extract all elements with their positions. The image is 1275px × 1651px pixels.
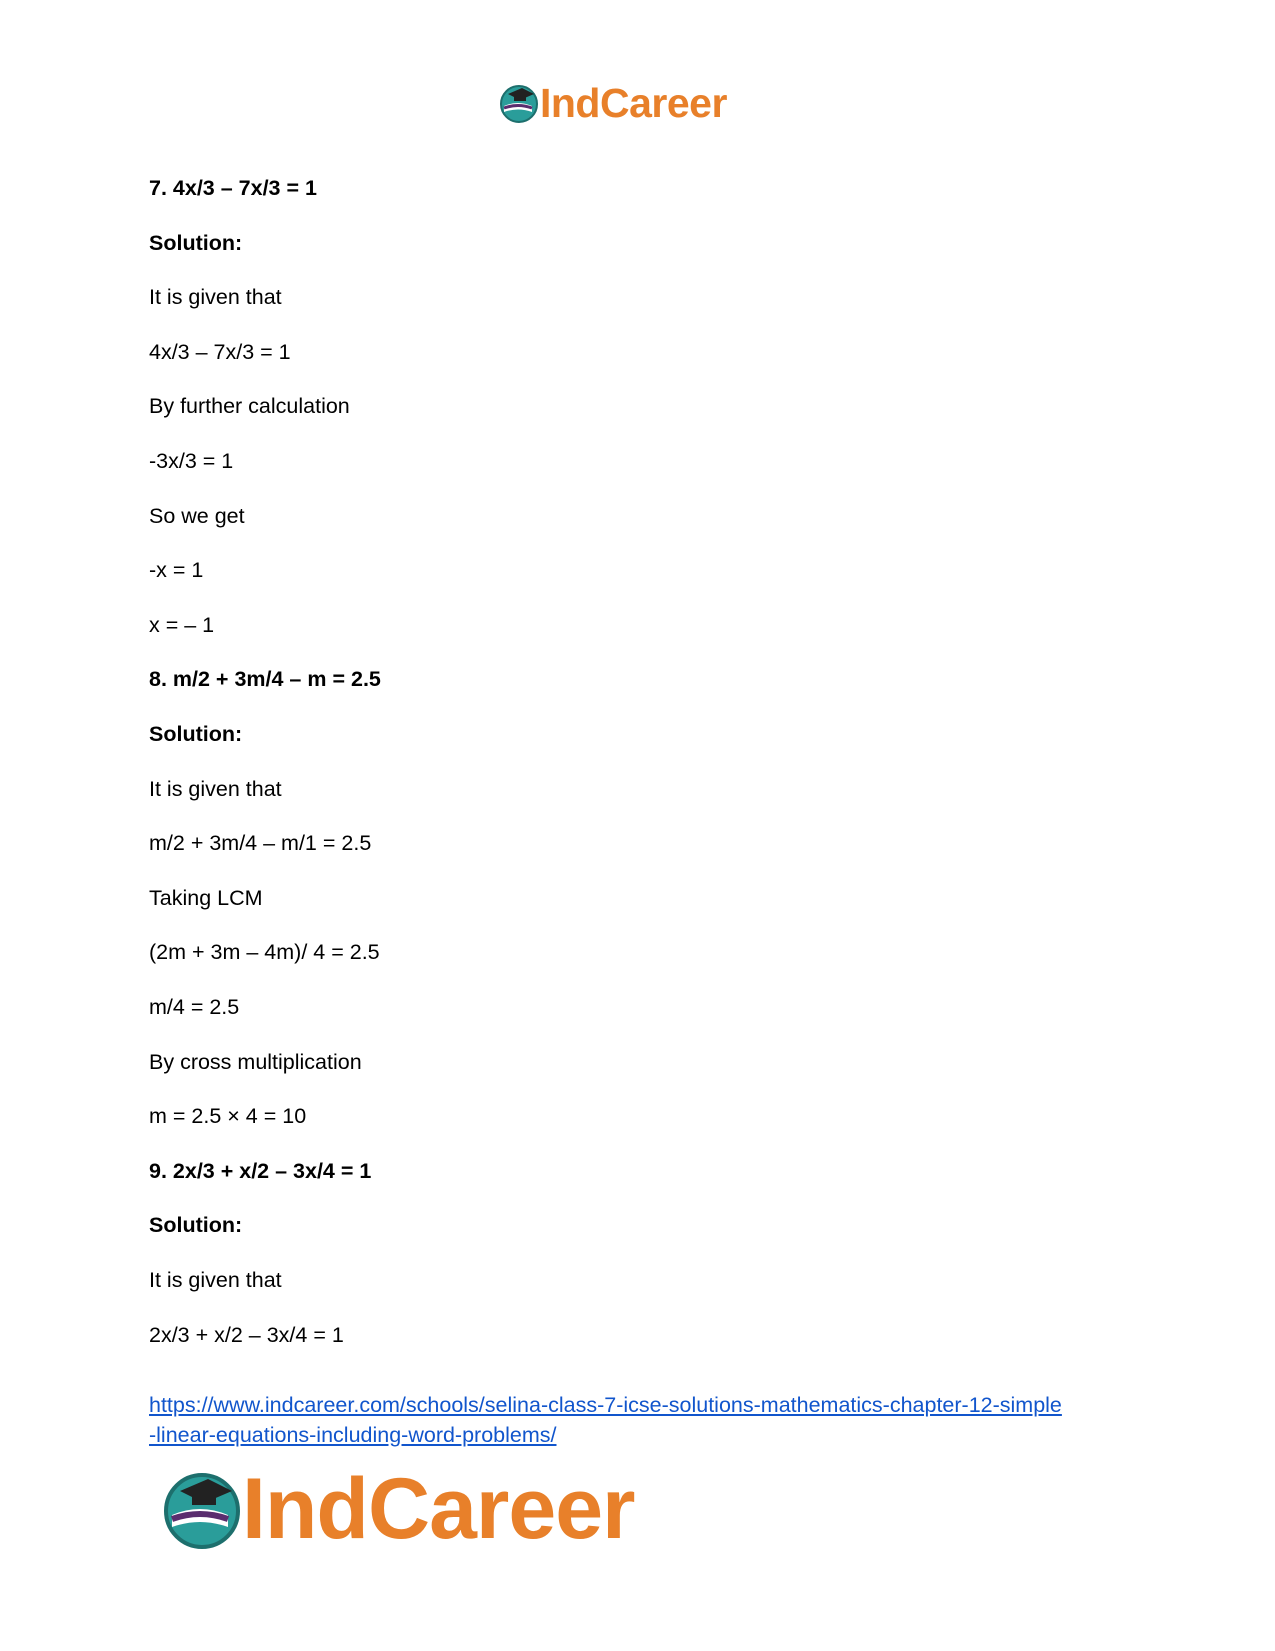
text-line: By further calculation	[149, 394, 350, 419]
globe-book-icon	[160, 1467, 244, 1551]
text-line: Taking LCM	[149, 885, 263, 910]
text-line: m/2 + 3m/4 – m/1 = 2.5	[149, 831, 372, 856]
text-line: So we get	[149, 503, 245, 528]
header-logo	[498, 80, 727, 126]
text-line: By cross multiplication	[149, 1049, 362, 1074]
text-line: It is given that	[149, 1268, 282, 1292]
heading-line: Solution:	[149, 1213, 243, 1238]
header-logo-text: IndCareer	[540, 79, 727, 126]
heading-line: 9. 2x/3 + x/2 – 3x/4 = 1	[149, 1158, 372, 1183]
text-line: m/4 = 2.5	[149, 995, 240, 1019]
source-link-line-1[interactable]: https://www.indcareer.com/schools/selina-class-7-icse-solutions-mathematics-chapter-12-simple	[149, 1393, 1062, 1417]
text-line: m = 2.5 × 4 = 10	[149, 1104, 307, 1129]
text-line: 2x/3 + x/2 – 3x/4 = 1	[149, 1322, 344, 1347]
text-line: x = – 1	[149, 612, 215, 637]
heading-line: Solution:	[149, 722, 243, 746]
heading-line: Solution:	[149, 230, 243, 255]
text-line: -x = 1	[149, 558, 204, 583]
text-line: (2m + 3m – 4m)/ 4 = 2.5	[149, 940, 380, 965]
heading-line: 8. m/2 + 3m/4 – m = 2.5	[149, 667, 381, 692]
globe-book-icon	[498, 82, 540, 124]
heading-line: 7. 4x/3 – 7x/3 = 1	[149, 176, 317, 200]
footer-logo	[160, 1460, 635, 1557]
source-link-line-2[interactable]: -linear-equations-including-word-problems/	[149, 1423, 557, 1447]
source-link[interactable]	[149, 1390, 1129, 1450]
text-line: -3x/3 = 1	[149, 449, 234, 473]
text-line: It is given that	[149, 776, 282, 801]
text-line: 4x/3 – 7x/3 = 1	[149, 339, 291, 364]
text-line: It is given that	[149, 285, 282, 310]
footer-logo-text: IndCareer	[242, 1460, 635, 1557]
